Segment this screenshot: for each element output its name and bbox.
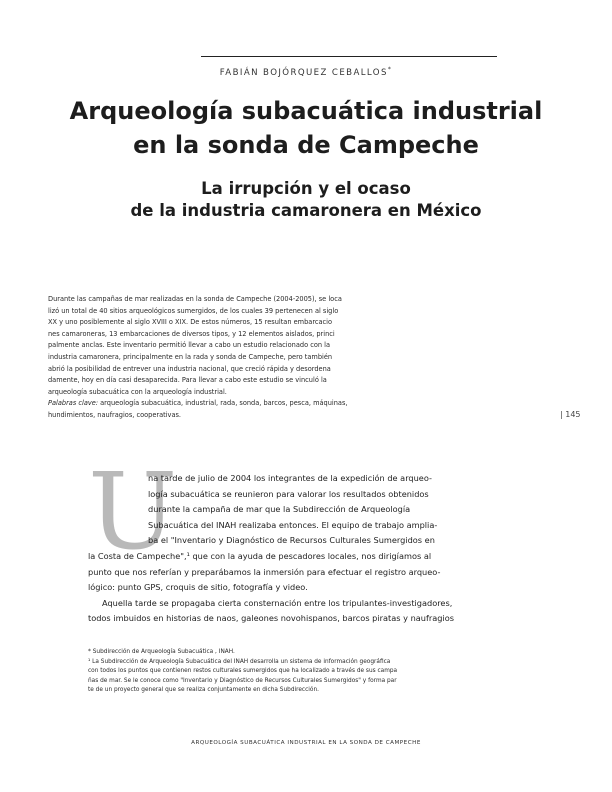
title-line-2: en la sonda de Campeche xyxy=(133,131,479,159)
article-title xyxy=(0,94,612,162)
body-line: ba el "Inventario y Diagnóstico de Recursos Culturales Sumergidos en xyxy=(148,535,435,546)
body-text-narrow xyxy=(148,471,488,549)
running-footer: ARQUEOLOGÍA SUBACUÁTICA INDUSTRIAL EN LA SONDA DE CAMPECHE xyxy=(191,740,421,746)
abstract xyxy=(48,294,380,422)
author-footnote-mark: * xyxy=(387,66,393,73)
footnote-1-line: te de un proyecto general que se realiza conjuntamente en dicha Subdirección. xyxy=(88,687,319,694)
header-rule xyxy=(201,56,497,57)
keywords-label: Palabras clave: xyxy=(48,399,99,408)
abstract-line: nes camaroneras, 13 embarcaciones de diversos tipos, y 12 elementos aislados, princi xyxy=(48,329,335,338)
body-line: Subacuática del INAH realizaba entonces. El equipo de trabajo amplia- xyxy=(148,519,438,530)
page-number: | 145 xyxy=(560,410,581,419)
footnote-author: * Subdirección de Arqueología Subacuática , INAH. xyxy=(88,649,235,655)
body-line: lógico: punto GPS, croquis de sitio, fotografía y video. xyxy=(88,582,308,593)
body-line: Aquella tarde se propagaba cierta consternación entre los tripulantes-investigadores, xyxy=(102,597,453,608)
keywords-line xyxy=(48,398,380,410)
footnote-1-line: ¹ La Subdirección de Arqueología Subacuática del INAH desarrolla un sistema de información geográfica xyxy=(88,658,391,665)
subtitle-line-1: La irrupción y el ocaso xyxy=(201,179,411,198)
footnote-1-line: con todos los puntos que contienen restos culturales sumergidos que ha localizado a través de sus campa xyxy=(88,668,398,675)
keywords-text: arqueología subacuática, industrial, rada, sonda, barcos, pesca, máquinas, xyxy=(98,399,348,408)
abstract-line: damente, hoy en día casi desaparecida. Para llevar a cabo este estudio se vinculó la xyxy=(48,376,327,385)
body-line: logía subacuática se reunieron para valorar los resultados obtenidos xyxy=(148,488,429,499)
abstract-line: palmente anclas. Este inventario permitió llevar a cabo un estudio relacionado con la xyxy=(48,341,331,350)
body-line: na tarde de julio de 2004 los integrantes de la expedición de arqueo- xyxy=(148,473,432,483)
footnotes xyxy=(88,648,488,696)
body-text-full xyxy=(88,549,488,627)
abstract-line: abrió la posibilidad de entrever una industria nacional, que creció rápida y desordena xyxy=(48,364,331,373)
title-line-1: Arqueología subacuática industrial xyxy=(69,97,543,125)
abstract-line: lizó un total de 40 sitios arqueológicos sumergidos, de los cuales 39 pertenecen al siglo xyxy=(48,306,339,315)
drop-cap: U xyxy=(88,450,178,573)
body-line: durante la campaña de mar que la Subdirección de Arqueología xyxy=(148,504,411,515)
article-subtitle xyxy=(0,178,612,222)
body-line: todos imbuidos en historias de naos, galeones novohispanos, barcos piratas y naufragios xyxy=(88,613,454,624)
keywords-line: hundimientos, naufragios, cooperativas. xyxy=(48,410,182,419)
abstract-line: industria camaronera, principalmente en la rada y sonda de Campeche, pero también xyxy=(48,352,333,361)
abstract-line: XX y uno posiblemente al siglo XVIII o XIX. De estos números, 15 resultan embarcacio xyxy=(48,318,333,327)
author-name: FABIÁN BOJÓRQUEZ CEBALLOS* xyxy=(219,66,393,78)
footnote-1-line: ñas de mar. Se le conoce como "Inventario y Diagnóstico de Recursos Culturales Sumergidos" y forma par xyxy=(88,677,397,684)
body-line: punto que nos referían y preparábamos la inmersión para efectuar el registro arqueo- xyxy=(88,566,441,577)
abstract-line: Durante las campañas de mar realizadas en la sonda de Campeche (2004-2005), se loca xyxy=(48,295,342,303)
body-line: la Costa de Campeche",¹ que con la ayuda de pescadores locales, nos dirigíamos al xyxy=(88,551,432,561)
abstract-line: arqueología subacuática con la arqueología industrial. xyxy=(48,387,227,396)
subtitle-line-2: de la industria camaronera en México xyxy=(130,201,482,220)
